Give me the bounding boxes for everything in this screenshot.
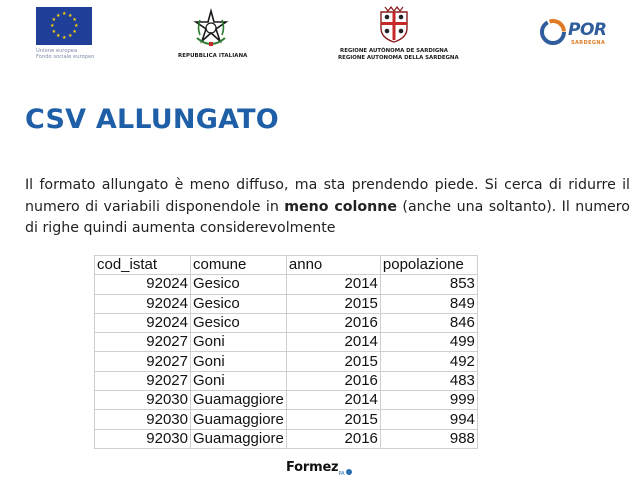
cell-comune: Gesico: [191, 275, 287, 294]
cell-popolazione: 483: [380, 371, 477, 390]
table-row: [95, 429, 478, 448]
eu-logo: [36, 7, 96, 69]
table-row: [95, 333, 478, 352]
cell-anno: 2015: [286, 294, 380, 313]
table-row: [95, 275, 478, 294]
por-sardegna-logo-icon: [538, 17, 568, 47]
cell-anno: 2014: [286, 391, 380, 410]
paragraph-text-before: Il formato allungato è meno diffuso, ma sta prendendo piede. Si cerca di ridurre il numero di variabili disponendole in: [25, 177, 630, 215]
cell-anno: 2016: [286, 313, 380, 332]
cell-cod-istat: 92027: [95, 333, 191, 352]
cell-anno: 2014: [286, 333, 380, 352]
cell-popolazione: 999: [380, 391, 477, 410]
eu-flag-icon: [36, 7, 92, 45]
cell-cod-istat: 92024: [95, 313, 191, 332]
eu-caption-line1: Unione europea: [36, 48, 78, 54]
eu-caption-line2: Fondo sociale europeo: [36, 54, 95, 60]
cell-cod-istat: 92024: [95, 275, 191, 294]
table-row: [95, 371, 478, 390]
cell-anno: 2016: [286, 371, 380, 390]
eu-star-icon: ★: [56, 33, 61, 40]
cell-popolazione: 499: [380, 333, 477, 352]
por-label: POR: [568, 20, 607, 40]
cell-comune: Guamaggiore: [191, 410, 287, 429]
sardinia-caption-line1: REGIONE AUTÒNOMA DE SARDIGNA: [340, 48, 448, 54]
eu-star-icon: ★: [50, 23, 55, 29]
cell-cod-istat: 92027: [95, 352, 191, 371]
eu-star-icon: ★: [68, 12, 73, 19]
cell-cod-istat: 92030: [95, 391, 191, 410]
table-body: [95, 275, 478, 449]
footer-logo: [286, 456, 352, 477]
cell-popolazione: 988: [380, 429, 477, 448]
republic-caption: REPUBBLICA ITALIANA: [178, 53, 248, 59]
cell-cod-istat: 92027: [95, 371, 191, 390]
cell-comune: Goni: [191, 371, 287, 390]
cell-comune: Goni: [191, 352, 287, 371]
header-popolazione: popolazione: [380, 256, 477, 275]
por-sub-label: SARDEGNA: [571, 40, 606, 46]
cell-anno: 2016: [286, 429, 380, 448]
eu-star-icon: ★: [62, 35, 67, 41]
table-row: [95, 391, 478, 410]
table-row: [95, 410, 478, 429]
eu-star-icon: ★: [56, 12, 61, 19]
cell-comune: Guamaggiore: [191, 391, 287, 410]
data-table: [94, 255, 478, 449]
sardinia-coat-of-arms-icon: [377, 6, 411, 44]
cell-anno: 2015: [286, 352, 380, 371]
cell-anno: 2015: [286, 410, 380, 429]
footer-suffix: PA: [338, 471, 345, 478]
table-row: [95, 294, 478, 313]
cell-comune: Guamaggiore: [191, 429, 287, 448]
sardinia-caption-line2: REGIONE AUTONOMA DELLA SARDEGNA: [338, 55, 459, 61]
republic-logo: [178, 8, 248, 59]
cell-popolazione: 492: [380, 352, 477, 371]
cell-comune: Gesico: [191, 294, 287, 313]
cell-comune: Goni: [191, 333, 287, 352]
header-comune: comune: [191, 256, 287, 275]
paragraph-bold-text: meno colonne: [284, 198, 397, 215]
italian-emblem-icon: [191, 8, 231, 48]
header-anno: anno: [286, 256, 380, 275]
eu-star-icon: ★: [51, 29, 57, 35]
header-cod-istat: cod_istat: [95, 256, 191, 275]
cell-cod-istat: 92030: [95, 429, 191, 448]
table-row: [95, 352, 478, 371]
cell-popolazione: 846: [380, 313, 477, 332]
cell-cod-istat: 92024: [95, 294, 191, 313]
sardinia-logo: [338, 6, 459, 64]
cell-popolazione: 849: [380, 294, 477, 313]
cell-comune: Gesico: [191, 313, 287, 332]
slide-title: CSV ALLUNGATO: [25, 104, 279, 135]
eu-star-icon: ★: [74, 23, 79, 29]
paragraph-text-after: (anche una soltanto). Il numero di righe quindi aumenta considerevolmente: [25, 198, 630, 236]
cell-cod-istat: 92030: [95, 410, 191, 429]
eu-star-icon: ★: [72, 17, 77, 23]
formez-dot-icon: [346, 469, 352, 475]
eu-star-icon: ★: [62, 11, 67, 17]
logo-bar: [0, 0, 638, 75]
por-logo: [538, 15, 607, 47]
cell-popolazione: 853: [380, 275, 477, 294]
eu-star-icon: ★: [51, 17, 57, 23]
cell-anno: 2014: [286, 275, 380, 294]
table-header-row: [95, 256, 478, 275]
eu-star-icon: ★: [72, 29, 77, 35]
eu-star-icon: ★: [68, 33, 73, 40]
table-row: [95, 313, 478, 332]
footer-brand: Formez: [286, 460, 339, 475]
description-paragraph: [25, 175, 630, 240]
cell-popolazione: 994: [380, 410, 477, 429]
